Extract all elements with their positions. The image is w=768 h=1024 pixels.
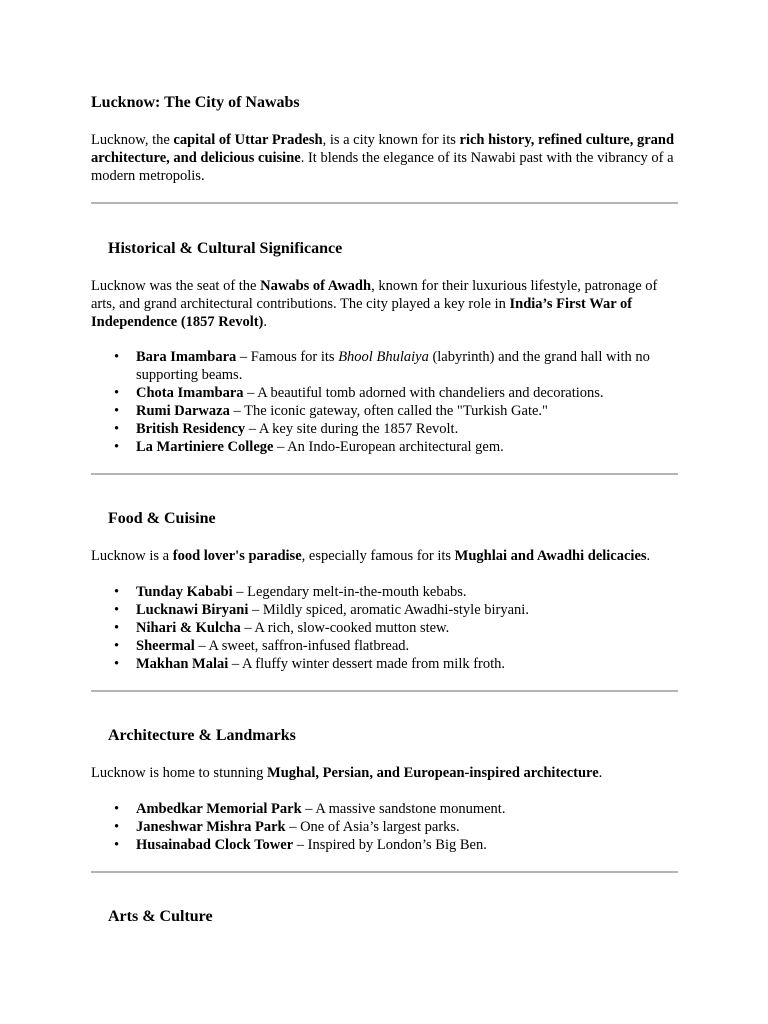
bullet-icon: • (114, 620, 120, 636)
food-paragraph (91, 547, 681, 565)
item-name: Chota Imambara (136, 385, 244, 401)
history-bold: Nawabs of Awadh (260, 278, 372, 294)
item-text: – Legendary melt-in-the-mouth kebabs. (232, 584, 467, 600)
food-list (91, 583, 681, 673)
list-item (91, 384, 681, 402)
list-item (91, 619, 681, 637)
item-text: – One of Asia’s largest parks. (285, 819, 460, 835)
history-text: . (263, 314, 268, 330)
bullet-icon: • (114, 403, 120, 419)
bullet-icon: • (114, 801, 120, 817)
page-title: Lucknow: The City of Nawabs (91, 94, 300, 111)
history-text: Lucknow was the seat of the (91, 278, 261, 294)
architecture-text: . (598, 765, 603, 781)
list-item (91, 836, 681, 854)
list-item (91, 583, 681, 601)
item-text: – Inspired by London’s Big Ben. (293, 837, 487, 853)
architecture-bold: Mughal, Persian, and European-inspired architecture (267, 765, 599, 781)
item-name: Tunday Kababi (136, 584, 233, 600)
bullet-icon: • (114, 421, 120, 437)
bullet-icon: • (114, 385, 120, 401)
list-item (91, 637, 681, 655)
list-item (91, 818, 681, 836)
item-name: Ambedkar Memorial Park (136, 801, 302, 817)
item-text: – Mildly spiced, aromatic Awadhi-style biryani. (248, 602, 529, 618)
food-heading: Food & Cuisine (108, 510, 216, 527)
list-item (91, 420, 681, 438)
food-text: , especially famous for its (301, 548, 455, 564)
bullet-icon: • (114, 837, 120, 853)
bullet-icon: • (114, 819, 120, 835)
food-text: . (646, 548, 651, 564)
item-text: – A sweet, saffron-infused flatbread. (194, 638, 410, 654)
list-item (91, 800, 681, 818)
list-item (91, 438, 681, 456)
bullet-icon: • (114, 602, 120, 618)
arts-heading: Arts & Culture (108, 908, 213, 925)
bullet-icon: • (114, 638, 120, 654)
item-text: – A fluffy winter dessert made from milk froth. (228, 656, 506, 672)
food-text: Lucknow is a (91, 548, 173, 564)
architecture-heading: Architecture & Landmarks (108, 727, 296, 744)
item-name: Makhan Malai (136, 656, 229, 672)
food-bold: food lover's paradise (172, 548, 302, 564)
item-name: Janeshwar Mishra Park (136, 819, 286, 835)
section-divider (91, 473, 678, 475)
item-name: Bara Imambara (136, 349, 237, 365)
item-name: British Residency (136, 421, 246, 437)
bullet-icon: • (114, 439, 120, 455)
item-name: Rumi Darwaza (136, 403, 230, 419)
intro-bold: rich history, refined culture, grand architecture, and delicious cuisine (91, 132, 675, 166)
item-name: Husainabad Clock Tower (136, 837, 294, 853)
list-item (91, 655, 681, 673)
item-italic: Bhool Bhulaiya (338, 349, 429, 365)
history-text: , known for their luxurious lifestyle, patronage of arts, and grand architectural contributions. The city played a key role in (91, 278, 658, 312)
bullet-icon: • (114, 656, 120, 672)
architecture-paragraph (91, 764, 681, 782)
item-text: – A massive sandstone monument. (301, 801, 506, 817)
section-divider (91, 871, 678, 873)
bullet-icon: • (114, 584, 120, 600)
section-divider (91, 202, 678, 204)
history-list (91, 348, 681, 456)
item-text: – A key site during the 1857 Revolt. (245, 421, 459, 437)
item-text: – An Indo-European architectural gem. (273, 439, 504, 455)
item-name: Nihari & Kulcha (136, 620, 241, 636)
history-bold: India’s First War of Independence (1857 Revolt) (91, 296, 633, 330)
list-item (91, 601, 681, 619)
intro-text: Lucknow, the (91, 132, 174, 148)
section-divider (91, 690, 678, 692)
item-name: Sheermal (136, 638, 195, 654)
list-item (91, 348, 681, 384)
intro-bold: capital of Uttar Pradesh (173, 132, 323, 148)
architecture-text: Lucknow is home to stunning (91, 765, 268, 781)
item-text: – The iconic gateway, often called the "Turkish Gate." (229, 403, 548, 419)
bullet-icon: • (114, 349, 120, 365)
architecture-list (91, 800, 681, 854)
intro-text: , is a city known for its (322, 132, 460, 148)
item-name: La Martiniere College (136, 439, 274, 455)
history-heading: Historical & Cultural Significance (108, 240, 343, 257)
item-name: Lucknawi Biryani (136, 602, 249, 618)
list-item (91, 402, 681, 420)
item-text: – A beautiful tomb adorned with chandeliers and decorations. (243, 385, 604, 401)
item-text: – Famous for its (236, 349, 339, 365)
intro-paragraph (91, 131, 681, 185)
item-text: – A rich, slow-cooked mutton stew. (240, 620, 450, 636)
history-paragraph (91, 277, 681, 331)
intro-text: . It blends the elegance of its Nawabi past with the vibrancy of a modern metropolis. (91, 150, 674, 184)
item-text: (labyrinth) and the grand hall with no supporting beams. (136, 349, 650, 383)
food-bold: Mughlai and Awadhi delicacies (454, 548, 647, 564)
